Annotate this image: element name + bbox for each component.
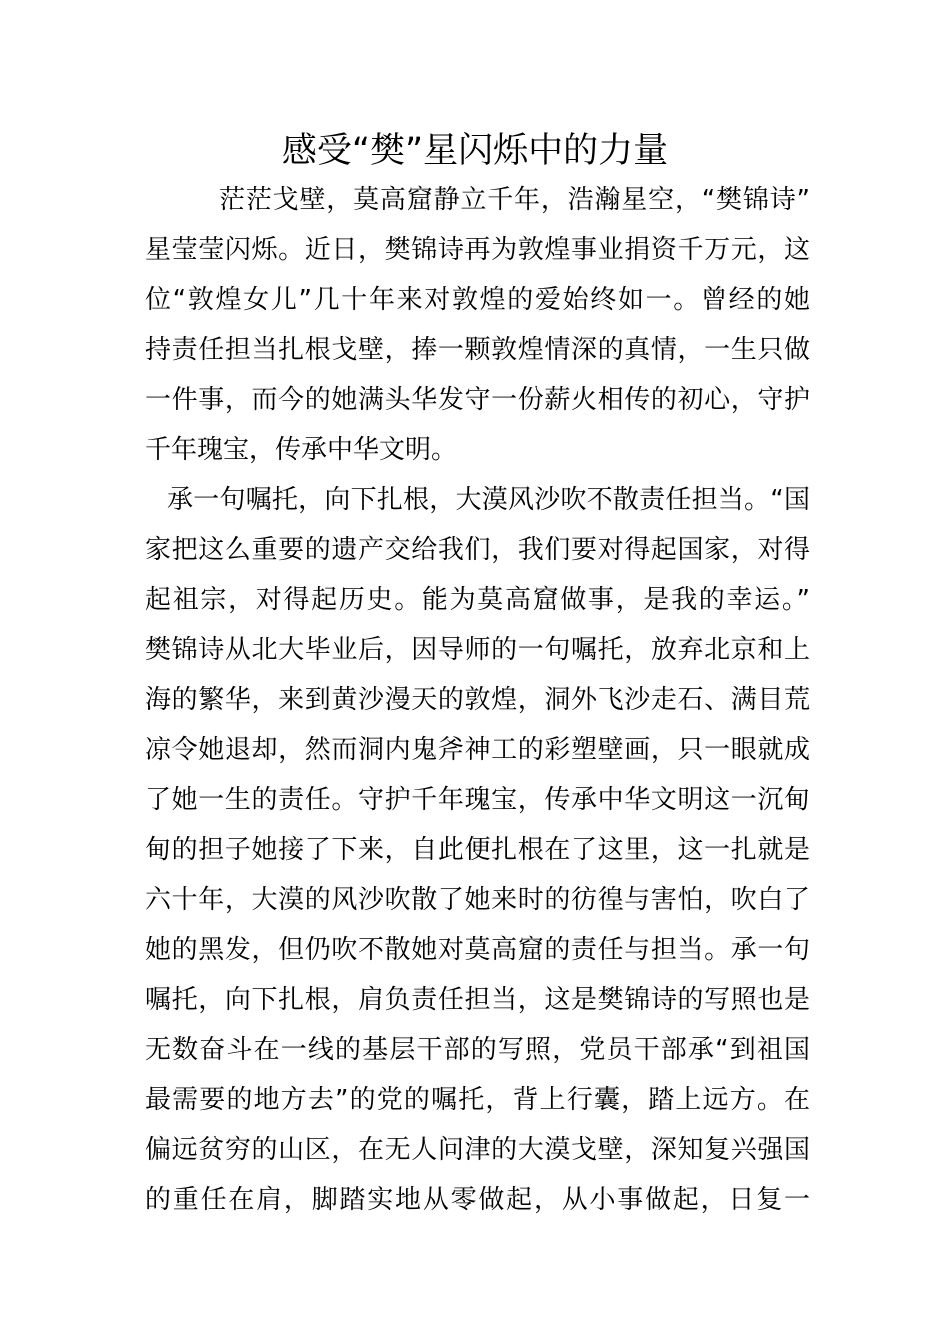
- paragraph-line: 凉令她退却，然而洞内鬼斧神工的彩塑壁画，只一眼就成: [145, 735, 810, 765]
- paragraph-line: 无数奋斗在一线的基层干部的写照，党员干部承“到祖国: [145, 1035, 810, 1065]
- paragraph-line: 樊锦诗从北大毕业后，因导师的一句嘱托，放弃北京和上: [145, 635, 810, 665]
- paragraph-line: 持责任担当扎根戈壁，捧一颗敦煌情深的真情，一生只做: [145, 335, 810, 365]
- paragraph-line: 千年瑰宝，传承中华文明。: [145, 435, 458, 465]
- document-body: [145, 175, 810, 1225]
- paragraph-line: 起祖宗，对得起历史。能为莫高窟做事，是我的幸运。”: [145, 585, 810, 615]
- paragraph-line: 位“敦煌女儿”几十年来对敦煌的爱始终如一。曾经的她: [145, 285, 810, 315]
- paragraph-line: 承一句嘱托，向下扎根，大漠风沙吹不散责任担当。“国: [167, 485, 810, 515]
- paragraph-line: 家把这么重要的遗产交给我们，我们要对得起国家，对得: [145, 535, 810, 565]
- paragraph-line: 她的黑发，但仍吹不散她对莫高窟的责任与担当。承一句: [145, 935, 810, 965]
- paragraph-line: 了她一生的责任。守护千年瑰宝，传承中华文明这一沉甸: [145, 785, 810, 815]
- paragraph-line: 偏远贫穷的山区，在无人问津的大漠戈壁，深知复兴强国: [145, 1135, 810, 1165]
- paragraph-line: 最需要的地方去”的党的嘱托，背上行囊，踏上远方。在: [145, 1085, 810, 1115]
- paragraph-line: 星莹莹闪烁。近日，樊锦诗再为敦煌事业捐资千万元，这: [145, 235, 810, 265]
- paragraph-line: 一件事，而今的她满头华发守一份薪火相传的初心，守护: [145, 385, 810, 415]
- paragraph-line: 嘱托，向下扎根，肩负责任担当，这是樊锦诗的写照也是: [145, 985, 810, 1015]
- paragraph-line: 的重任在肩，脚踏实地从零做起，从小事做起，日复一: [145, 1185, 810, 1215]
- paragraph-line: 茫茫戈壁，莫高窟静立千年，浩瀚星空，“樊锦诗”: [219, 185, 810, 215]
- document-title: 感受“樊”星闪烁中的力量: [281, 131, 669, 171]
- paragraph-line: 甸的担子她接了下来，自此便扎根在了这里，这一扎就是: [145, 835, 810, 865]
- paragraph-line: 海的繁华，来到黄沙漫天的敦煌，洞外飞沙走石、满目荒: [145, 685, 810, 715]
- paragraph-line: 六十年，大漠的风沙吹散了她来时的彷徨与害怕，吹白了: [145, 885, 810, 915]
